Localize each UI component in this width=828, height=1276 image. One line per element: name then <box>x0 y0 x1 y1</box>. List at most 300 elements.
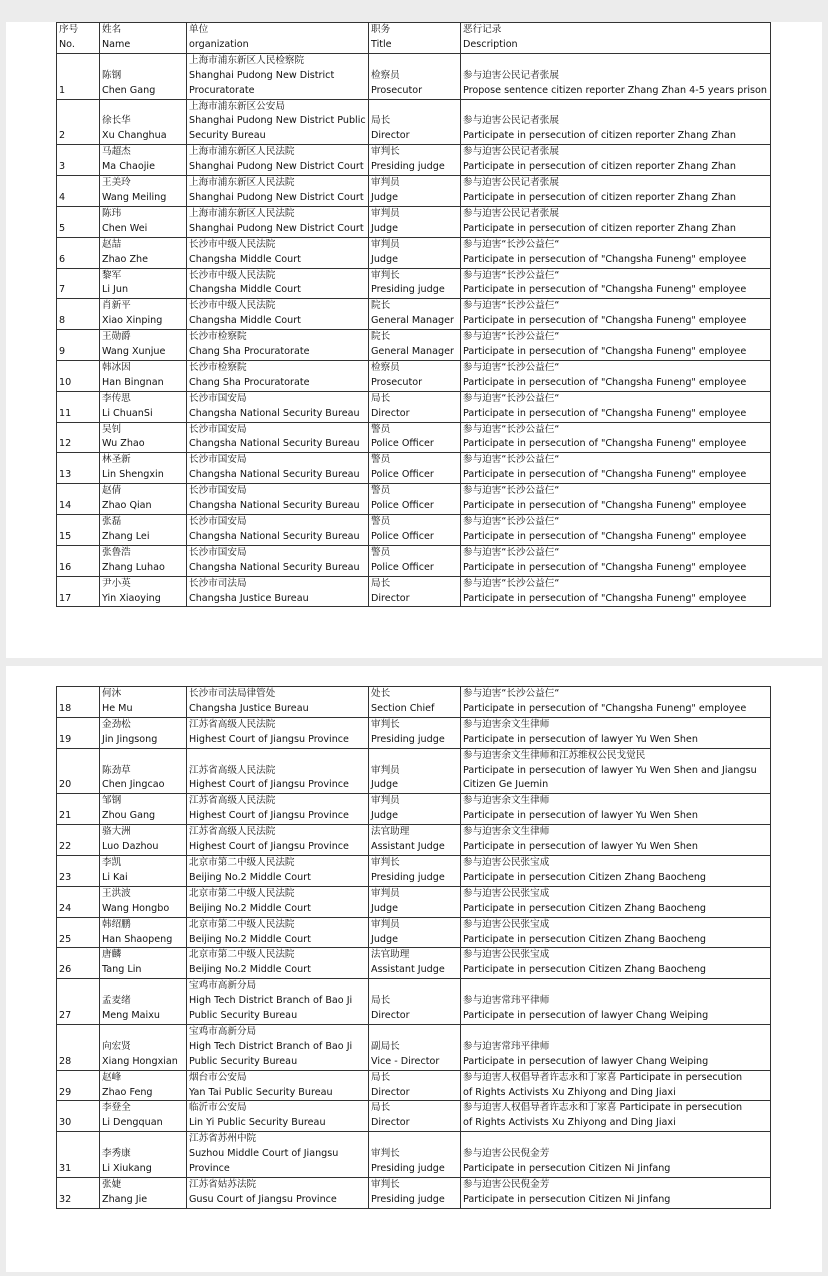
description-cell <box>461 99 771 145</box>
cell-line: Participate in persecution of lawyer Yu Wen Shen <box>463 733 698 745</box>
cell-line: Security Bureau <box>189 130 266 142</box>
cell-line: Shanghai Pudong New District Court <box>189 222 364 234</box>
table-row <box>57 484 771 515</box>
cell-line: 长沙市司法局 <box>189 577 247 589</box>
table-row <box>57 422 771 453</box>
title-cell <box>369 484 461 515</box>
row-number: 1 <box>59 84 66 96</box>
cell-line: 长沙市国安局 <box>189 423 247 435</box>
cell-line: 审判员 <box>371 764 400 776</box>
description-cell <box>461 484 771 515</box>
table-row <box>57 748 771 794</box>
cell-line: Section Chief <box>371 702 435 714</box>
cell-line: Police Officer <box>371 438 434 450</box>
cell-line: 张婕 <box>102 1179 122 1190</box>
row-number-cell <box>57 99 100 145</box>
table-row <box>57 453 771 484</box>
title-cell <box>369 422 461 453</box>
cell-line: 赵喆 <box>102 238 122 250</box>
cell-line: 长沙市国安局 <box>189 516 247 527</box>
cell-line: 韩冰因 <box>102 361 131 373</box>
organization-cell <box>187 206 369 237</box>
cell-line: 长沙市检察院 <box>189 361 247 373</box>
cell-line: Participate in persecution Citizen Ni Jinfang <box>463 1163 671 1175</box>
cell-line: 局长 <box>371 115 391 127</box>
cell-line: 参与迫害“长沙公益仨“ <box>463 516 560 527</box>
row-number: 28 <box>59 1055 72 1067</box>
row-number-cell <box>57 515 100 546</box>
organization-cell <box>187 948 369 979</box>
cell-line: 陈玮 <box>102 207 122 219</box>
cell-line: 张磊 <box>102 516 122 527</box>
description-cell <box>461 268 771 299</box>
cell-line: 参与迫害余文生律师 <box>463 826 550 838</box>
title-cell <box>369 515 461 546</box>
cell-line: Judge <box>371 902 398 914</box>
row-number: 3 <box>59 161 66 173</box>
description-cell <box>461 299 771 330</box>
cell-line: Changsha National Security Bureau <box>189 469 360 481</box>
cell-line: Participate in persecution of "Changsha Funeng" employee <box>463 315 747 327</box>
title-cell <box>369 237 461 268</box>
cell-line: Han Shaopeng <box>102 933 173 945</box>
organization-cell <box>187 1101 369 1132</box>
table-row <box>57 948 771 979</box>
cell-line: Zhao Zhe <box>102 253 149 265</box>
row-number: 21 <box>59 810 72 822</box>
description-cell <box>461 1132 771 1178</box>
name-cell <box>100 687 187 718</box>
cell-line: 审判员 <box>371 207 400 219</box>
title-cell <box>369 299 461 330</box>
cell-line: General Manager <box>371 315 454 327</box>
cell-line: 参与迫害余文生律师和江苏维权公民戈觉民 <box>463 749 646 761</box>
cell-line: 参与迫害“长沙公益仨“ <box>463 238 560 250</box>
cell-line: 参与迫害“长沙公益仨“ <box>463 392 560 404</box>
organization-cell <box>187 717 369 748</box>
description-cell <box>461 855 771 886</box>
header-title: 职务 Title <box>369 23 461 54</box>
cell-line: Chen Gang <box>102 84 156 96</box>
cell-line: Participate in persecution of citizen reporter Zhang Zhan <box>463 191 736 203</box>
cell-line: Changsha National Security Bureau <box>189 438 360 450</box>
row-number-cell <box>57 717 100 748</box>
cell-line: 李秀康 <box>102 1148 131 1160</box>
cell-line: Chen Wei <box>102 222 148 234</box>
row-number: 25 <box>59 933 72 945</box>
row-number: 16 <box>59 561 72 573</box>
cell-line: Judge <box>371 253 398 265</box>
row-number-cell <box>57 1024 100 1070</box>
table-row <box>57 825 771 856</box>
cell-line: 金劲松 <box>102 718 131 730</box>
cell-line: Shanghai Pudong New District Public <box>189 115 366 127</box>
organization-cell <box>187 360 369 391</box>
cell-line: Participate in persecution of citizen reporter Zhang Zhan <box>463 130 736 142</box>
organization-cell <box>187 237 369 268</box>
row-number: 14 <box>59 500 72 512</box>
organization-cell <box>187 545 369 576</box>
organization-cell <box>187 1024 369 1070</box>
row-number-cell <box>57 825 100 856</box>
organization-cell <box>187 687 369 718</box>
title-cell <box>369 687 461 718</box>
cell-line: 局长 <box>371 577 391 589</box>
organization-cell <box>187 391 369 422</box>
cell-line: 审判员 <box>371 177 400 189</box>
cell-line: Zhou Gang <box>102 810 156 822</box>
row-number-cell <box>57 855 100 886</box>
organization-cell <box>187 99 369 145</box>
cell-line: Changsha National Security Bureau <box>189 407 360 419</box>
cell-line: Participate in persecution of "Changsha Funeng" employee <box>463 438 747 450</box>
cell-line: Changsha National Security Bureau <box>189 561 360 573</box>
name-cell <box>100 299 187 330</box>
cell-line: Li Kai <box>102 871 128 883</box>
table-row <box>57 1178 771 1209</box>
cell-line: Participate in persecution of "Changsha Funeng" employee <box>463 592 747 604</box>
row-number-cell <box>57 1178 100 1209</box>
cell-line: 长沙市检察院 <box>189 331 247 343</box>
cell-line: 参与迫害公民倪金芳 <box>463 1179 550 1190</box>
cell-line: 江苏省高级人民法院 <box>189 764 276 776</box>
cell-line: 上海市浦东新区人民法院 <box>189 177 295 189</box>
organization-cell <box>187 176 369 207</box>
description-cell <box>461 206 771 237</box>
cell-line: Lin Shengxin <box>102 469 164 481</box>
row-number: 9 <box>59 346 66 358</box>
header-organization: 单位 organization <box>187 23 369 54</box>
table-row <box>57 576 771 607</box>
document-page-2 <box>6 666 822 1272</box>
cell-line: 王洪波 <box>102 887 131 899</box>
table-row <box>57 1024 771 1070</box>
row-number-cell <box>57 422 100 453</box>
row-number-cell <box>57 948 100 979</box>
cell-line: 参与迫害公民记者张展 <box>463 146 559 158</box>
name-cell <box>100 176 187 207</box>
table-row <box>57 360 771 391</box>
description-cell <box>461 825 771 856</box>
cell-line: High Tech District Branch of Bao Ji <box>189 1040 353 1052</box>
cell-line: 参与迫害“长沙公益仨“ <box>463 361 560 373</box>
organization-cell <box>187 453 369 484</box>
cell-line: 检察员 <box>371 361 400 373</box>
cell-line: Participate in persecution of lawyer Yu Wen Shen and Jiangsu <box>463 764 757 776</box>
cell-line: 李传思 <box>102 392 131 404</box>
organization-cell <box>187 1132 369 1178</box>
description-cell <box>461 360 771 391</box>
title-cell <box>369 453 461 484</box>
name-cell <box>100 545 187 576</box>
cell-line: 审判员 <box>371 887 400 899</box>
organization-cell <box>187 748 369 794</box>
cell-line: Wang Hongbo <box>102 902 170 914</box>
cell-line: 张鲁浩 <box>102 546 131 558</box>
cell-line: Presiding judge <box>371 871 445 883</box>
cell-line: 参与迫害“长沙公益仨“ <box>463 269 560 281</box>
cell-line: Ma Chaojie <box>102 161 155 173</box>
row-number: 29 <box>59 1086 72 1098</box>
cell-line: Zhao Feng <box>102 1086 153 1098</box>
cell-line: 上海市浦东新区人民法院 <box>189 146 295 158</box>
cell-line: Presiding judge <box>371 733 445 745</box>
name-cell <box>100 576 187 607</box>
cell-line: 吴钊 <box>102 423 122 435</box>
cell-line: 林圣新 <box>102 454 131 466</box>
cell-line: Participate in persecution of "Changsha Funeng" employee <box>463 469 747 481</box>
cell-line: Changsha Middle Court <box>189 315 301 327</box>
description-cell <box>461 979 771 1025</box>
cell-line: 审判长 <box>371 856 400 868</box>
cell-line: 审判长 <box>371 1148 400 1160</box>
cell-line: Participate in persecution of "Changsha Funeng" employee <box>463 376 747 388</box>
cell-line: 长沙市国安局 <box>189 392 247 404</box>
cell-line: 宝鸡市高新分局 <box>189 980 257 992</box>
cell-line: 长沙市司法局律管处 <box>189 688 276 699</box>
row-number: 12 <box>59 438 72 450</box>
row-number-cell <box>57 299 100 330</box>
table-row <box>57 979 771 1025</box>
row-number: 23 <box>59 871 72 883</box>
cell-line: Jin Jingsong <box>102 733 158 745</box>
cell-line: Li Dengquan <box>102 1117 163 1129</box>
cell-line: Judge <box>371 191 398 203</box>
cell-line: Prosecutor <box>371 84 423 96</box>
row-number: 30 <box>59 1117 72 1129</box>
cell-line: Changsha Middle Court <box>189 253 301 265</box>
name-cell <box>100 1101 187 1132</box>
organization-cell <box>187 515 369 546</box>
cell-line: Highest Court of Jiangsu Province <box>189 733 349 745</box>
name-cell <box>100 330 187 361</box>
cell-line: 参与迫害人权倡导者许志永和丁家喜 Participate in persecution <box>463 1071 743 1083</box>
table-row <box>57 330 771 361</box>
table-row <box>57 717 771 748</box>
cell-line: Public Security Bureau <box>189 1055 298 1067</box>
row-number: 32 <box>59 1193 72 1205</box>
title-cell <box>369 717 461 748</box>
organization-cell <box>187 794 369 825</box>
organization-cell <box>187 825 369 856</box>
name-cell <box>100 948 187 979</box>
cell-line: He Mu <box>102 702 133 714</box>
table-row <box>57 145 771 176</box>
cell-line: Judge <box>371 222 398 234</box>
row-number-cell <box>57 748 100 794</box>
row-number-cell <box>57 979 100 1025</box>
row-number: 5 <box>59 222 66 234</box>
cell-line: 李登全 <box>102 1102 131 1114</box>
name-cell <box>100 206 187 237</box>
officials-table-page-2 <box>56 686 771 1209</box>
organization-cell <box>187 299 369 330</box>
description-cell <box>461 145 771 176</box>
title-cell <box>369 53 461 99</box>
row-number: 17 <box>59 592 72 604</box>
cell-line: Highest Court of Jiangsu Province <box>189 810 349 822</box>
cell-line: 韩绍鹏 <box>102 918 131 930</box>
cell-line: Participate in persecution of "Changsha Funeng" employee <box>463 407 747 419</box>
cell-line: Changsha Justice Bureau <box>189 702 309 714</box>
cell-line: 长沙市国安局 <box>189 454 247 466</box>
table-row <box>57 237 771 268</box>
cell-line: Director <box>371 130 410 142</box>
table-row <box>57 917 771 948</box>
cell-line: Changsha Middle Court <box>189 284 301 296</box>
cell-line: Zhao Qian <box>102 500 152 512</box>
organization-cell <box>187 484 369 515</box>
cell-line: Participate in persecution of lawyer Yu Wen Shen <box>463 810 698 822</box>
row-number: 27 <box>59 1010 72 1022</box>
cell-line: 院长 <box>371 300 391 312</box>
cell-line: Judge <box>371 810 398 822</box>
cell-line: 赵倩 <box>102 485 122 497</box>
description-cell <box>461 515 771 546</box>
description-cell <box>461 176 771 207</box>
organization-cell <box>187 1070 369 1101</box>
name-cell <box>100 145 187 176</box>
cell-line: 江苏省姑苏法院 <box>189 1179 257 1190</box>
row-number: 13 <box>59 469 72 481</box>
cell-line: 陈劲草 <box>102 764 131 776</box>
title-cell <box>369 1101 461 1132</box>
title-cell <box>369 145 461 176</box>
cell-line: 审判员 <box>371 795 400 807</box>
cell-line: 烟台市公安局 <box>189 1071 247 1083</box>
description-cell <box>461 237 771 268</box>
table-row <box>57 687 771 718</box>
title-cell <box>369 330 461 361</box>
cell-line: of Rights Activists Xu Zhiyong and Ding Jiaxi <box>463 1117 676 1129</box>
cell-line: Participate in persecution of "Changsha Funeng" employee <box>463 500 747 512</box>
cell-line: 参与迫害余文生律师 <box>463 718 550 730</box>
cell-line: Presiding judge <box>371 161 445 173</box>
cell-line: 长沙市中级人民法院 <box>189 269 276 281</box>
table-row <box>57 1101 771 1132</box>
description-cell <box>461 748 771 794</box>
cell-line: Participate in persecution of "Changsha Funeng" employee <box>463 284 747 296</box>
cell-line: Participate in persecution of citizen reporter Zhang Zhan <box>463 222 736 234</box>
row-number: 15 <box>59 530 72 542</box>
cell-line: Presiding judge <box>371 1163 445 1175</box>
cell-line: Judge <box>371 933 398 945</box>
cell-line: 宝鸡市高新分局 <box>189 1025 257 1037</box>
row-number-cell <box>57 391 100 422</box>
cell-line: Police Officer <box>371 500 434 512</box>
cell-line: Assistant Judge <box>371 841 445 853</box>
cell-line: Yan Tai Public Security Bureau <box>189 1086 333 1098</box>
cell-line: 法官助理 <box>371 826 410 838</box>
row-number: 11 <box>59 407 72 419</box>
table-header-row <box>57 23 771 54</box>
organization-cell <box>187 53 369 99</box>
table-row <box>57 1132 771 1178</box>
name-cell <box>100 1132 187 1178</box>
cell-line: Zhang Lei <box>102 530 150 542</box>
cell-line: Participate in persecution Citizen Zhang Baocheng <box>463 933 707 945</box>
cell-line: 局长 <box>371 1102 391 1114</box>
cell-line: 北京市第二中级人民法院 <box>189 887 295 899</box>
cell-line: Beijing No.2 Middle Court <box>189 964 311 976</box>
cell-line: 参与迫害公民记者张展 <box>463 115 559 127</box>
cell-line: Wang Meiling <box>102 191 167 203</box>
cell-line: 参与迫害人权倡导者许志永和丁家喜 Participate in persecution <box>463 1102 743 1114</box>
cell-line: 北京市第二中级人民法院 <box>189 918 295 930</box>
cell-line: Changsha National Security Bureau <box>189 530 360 542</box>
cell-line: Public Security Bureau <box>189 1010 298 1022</box>
cell-line: of Rights Activists Xu Zhiyong and Ding Jiaxi <box>463 1086 676 1098</box>
title-cell <box>369 748 461 794</box>
organization-cell <box>187 1178 369 1209</box>
cell-line: 参与迫害公民张宝成 <box>463 918 550 930</box>
organization-cell <box>187 330 369 361</box>
cell-line: Propose sentence citizen reporter Zhang Zhan 4-5 years prison <box>463 84 767 96</box>
cell-line: Police Officer <box>371 561 434 573</box>
cell-line: 参与迫害“长沙公益仨“ <box>463 577 560 589</box>
name-cell <box>100 855 187 886</box>
cell-line: 上海市浦东新区人民法院 <box>189 207 295 219</box>
cell-line: 长沙市国安局 <box>189 546 247 558</box>
row-number: 19 <box>59 733 72 745</box>
officials-table-page-1 <box>56 22 771 607</box>
cell-line: 局长 <box>371 995 391 1007</box>
row-number-cell <box>57 53 100 99</box>
name-cell <box>100 515 187 546</box>
cell-line: 处长 <box>371 688 391 699</box>
cell-line: Participate in persecution of lawyer Chang Weiping <box>463 1055 709 1067</box>
name-cell <box>100 748 187 794</box>
cell-line: Police Officer <box>371 469 434 481</box>
cell-line: 审判长 <box>371 269 400 281</box>
cell-line: 参与迫害公民记者张展 <box>463 207 559 219</box>
cell-line: 审判长 <box>371 718 400 730</box>
cell-line: 参与迫害公民记者张展 <box>463 69 559 81</box>
cell-line: Shanghai Pudong New District <box>189 69 335 81</box>
cell-line: Chang Sha Procuratorate <box>189 346 310 358</box>
table-row <box>57 268 771 299</box>
title-cell <box>369 1132 461 1178</box>
title-cell <box>369 360 461 391</box>
cell-line: 唐麟 <box>102 949 122 961</box>
description-cell <box>461 1101 771 1132</box>
cell-line: Assistant Judge <box>371 964 445 976</box>
cell-line: Highest Court of Jiangsu Province <box>189 841 349 853</box>
cell-line: 北京市第二中级人民法院 <box>189 856 295 868</box>
cell-line: 参与迫害“长沙公益仨“ <box>463 454 560 466</box>
cell-line: 江苏省高级人民法院 <box>189 718 276 730</box>
row-number: 24 <box>59 902 72 914</box>
cell-line: Meng Maixu <box>102 1010 160 1022</box>
description-cell <box>461 1070 771 1101</box>
organization-cell <box>187 145 369 176</box>
title-cell <box>369 979 461 1025</box>
cell-line: Luo Dazhou <box>102 841 159 853</box>
cell-line: Participate in persecution of "Changsha Funeng" employee <box>463 702 747 714</box>
name-cell <box>100 99 187 145</box>
name-cell <box>100 794 187 825</box>
cell-line: Gusu Court of Jiangsu Province <box>189 1193 337 1205</box>
organization-cell <box>187 979 369 1025</box>
cell-line: 骆大洲 <box>102 826 131 838</box>
cell-line: Xiang Hongxian <box>102 1055 178 1067</box>
cell-line: 长沙市中级人民法院 <box>189 238 276 250</box>
cell-line: Presiding judge <box>371 1193 445 1205</box>
cell-line: General Manager <box>371 346 454 358</box>
description-cell <box>461 391 771 422</box>
cell-line: 参与迫害公民倪金芳 <box>463 1148 550 1160</box>
table-row <box>57 299 771 330</box>
